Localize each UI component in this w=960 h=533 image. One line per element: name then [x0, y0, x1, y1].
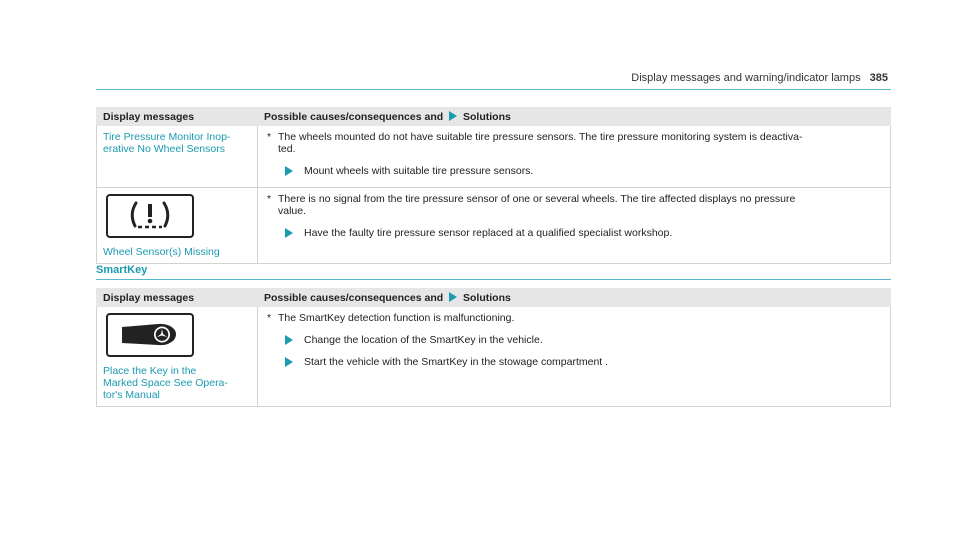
page-header-title: Display messages and warning/indicator lamps — [631, 72, 861, 84]
cause-solution-cell — [258, 307, 891, 407]
table-row — [97, 188, 891, 264]
header-causes-label: Possible causes/consequences and — [264, 110, 444, 123]
cause-solution-cell — [258, 188, 891, 264]
column-header-display-messages: Display messages — [97, 108, 258, 126]
cause-text: There is no signal from the tire pressure sensor of one or several wheels. The tire affected displays no pressure value. — [278, 193, 796, 217]
smartkey-messages-table — [96, 288, 891, 407]
display-message-text: Wheel Sensor(s) Missing — [103, 246, 220, 258]
cause-item: * The SmartKey detection function is malfunctioning. — [267, 312, 515, 324]
page-header — [631, 72, 888, 84]
solution-text: Start the vehicle with the SmartKey in the stowage compartment . — [304, 356, 609, 368]
display-message-text: Tire Pressure Monitor Inop- erative No Wheel Sensors — [103, 131, 231, 155]
column-header-causes-solutions — [258, 108, 891, 126]
solution-arrow-icon — [285, 228, 293, 238]
section-divider — [96, 279, 891, 280]
cause-solution-cell — [258, 126, 891, 188]
section-title-smartkey: SmartKey — [96, 264, 148, 276]
solution-arrow-icon — [449, 292, 457, 302]
display-message-cell — [97, 126, 258, 188]
header-solutions-label: Solutions — [463, 291, 511, 304]
header-solutions-label: Solutions — [463, 110, 511, 123]
solution-text: Change the location of the SmartKey in the vehicle. — [304, 334, 543, 346]
page-number: 385 — [869, 72, 888, 84]
solution-arrow-icon — [449, 111, 457, 121]
table-header-row — [97, 108, 891, 126]
solution-arrow-icon — [285, 357, 293, 367]
solution-item — [264, 334, 884, 346]
tire-pressure-warning-icon — [106, 194, 194, 238]
table-header-row — [97, 289, 891, 307]
solution-arrow-icon — [285, 335, 293, 345]
solution-text: Have the faulty tire pressure sensor replaced at a qualified specialist workshop. — [304, 227, 673, 239]
solution-text: Mount wheels with suitable tire pressure sensors. — [304, 165, 534, 177]
solution-item — [264, 356, 884, 368]
smartkey-icon — [106, 313, 194, 357]
solution-arrow-icon — [285, 166, 293, 176]
header-divider — [96, 89, 891, 90]
cause-item: * There is no signal from the tire pressure sensor of one or several wheels. The tire affected displays no pressure value. — [267, 193, 796, 217]
solution-item — [264, 165, 884, 177]
header-causes-label: Possible causes/consequences and — [264, 291, 444, 304]
display-message-cell — [97, 188, 258, 264]
cause-item: * The wheels mounted do not have suitable tire pressure sensors. The tire pressure monitoring system is deactiva- ted. — [267, 131, 803, 155]
display-message-cell — [97, 307, 258, 407]
display-message-text: Place the Key in the Marked Space See Opera- tor's Manual — [103, 365, 228, 401]
column-header-display-messages: Display messages — [97, 289, 258, 307]
solution-item — [264, 227, 884, 239]
cause-text: The wheels mounted do not have suitable tire pressure sensors. The tire pressure monitoring system is deactiva- ted. — [278, 131, 803, 155]
table-row — [97, 126, 891, 188]
cause-text: The SmartKey detection function is malfunctioning. — [278, 312, 515, 324]
column-header-causes-solutions — [258, 289, 891, 307]
tire-pressure-messages-table — [96, 107, 891, 264]
table-row — [97, 307, 891, 407]
